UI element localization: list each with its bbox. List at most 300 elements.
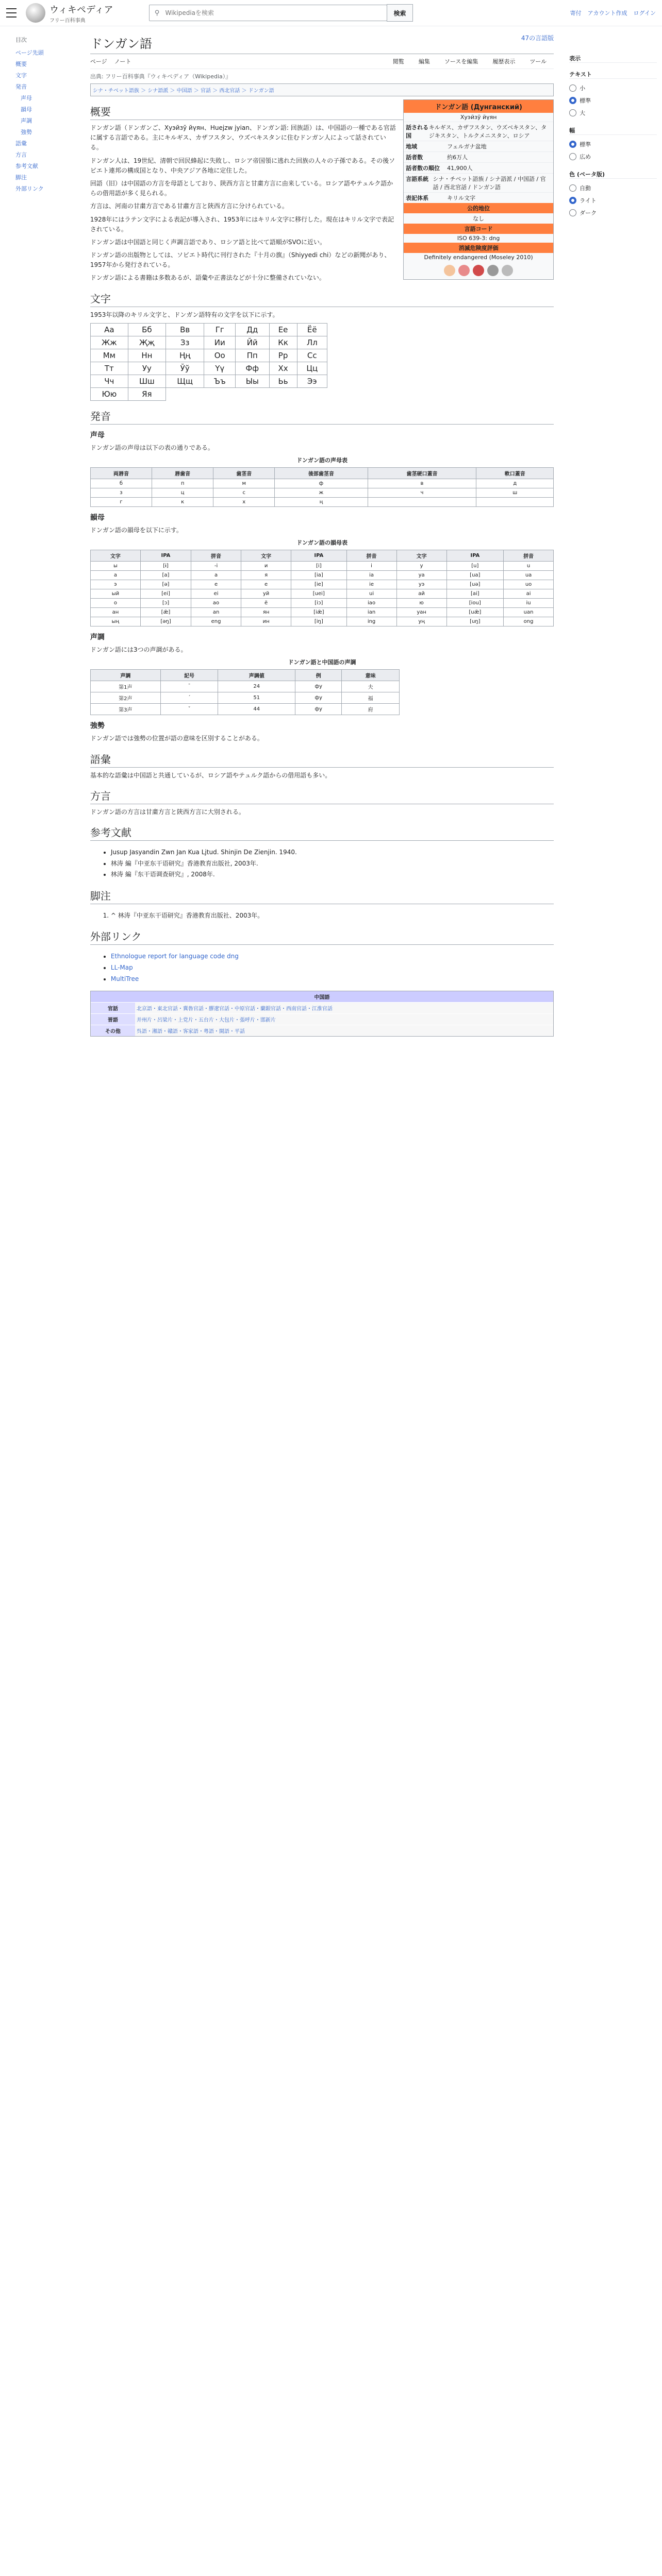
radio-icon xyxy=(569,97,576,104)
toc-item[interactable]: ページ先頭 xyxy=(15,49,44,56)
width-heading: 幅 xyxy=(569,126,657,135)
table-row xyxy=(90,704,399,715)
navbox-group[interactable]: 官話 xyxy=(91,1003,135,1013)
table-cell: [ɨ] xyxy=(140,562,191,571)
appearance-sidebar xyxy=(564,26,662,1037)
alphabet-letter: Юю xyxy=(90,387,128,400)
infobox-value: 約6万人 xyxy=(447,154,468,161)
text-size-small[interactable] xyxy=(569,82,657,94)
option-label: ダーク xyxy=(580,210,597,216)
paragraph: ドンガン語の声母は以下の表の通りである。 xyxy=(90,444,214,451)
table-cell: [uŋ] xyxy=(446,617,503,626)
section-overview: 概要 xyxy=(90,104,554,120)
table-cell: уа xyxy=(396,571,446,580)
initials-table xyxy=(90,467,554,507)
column-header: 記号 xyxy=(160,670,218,681)
logo-subtitle: フリー百科事典 xyxy=(49,18,86,24)
table-cell: uan xyxy=(503,608,553,617)
table-cell: iao xyxy=(346,599,396,608)
column-header: 歯茎音 xyxy=(213,468,275,479)
table-cell: фу xyxy=(295,692,342,704)
table-cell: 府 xyxy=(342,704,400,715)
table-cell: [i] xyxy=(291,562,346,571)
table-row xyxy=(90,599,553,608)
note-item: 1. ^ 林涛『中亚东干语研究』香港教育出版社、2003年。 xyxy=(111,910,554,922)
alphabet-letter: Фф xyxy=(235,362,269,375)
paragraph: ドンガン語の韻母を以下に示す。 xyxy=(90,527,183,534)
tab-history[interactable]: 履歴表示 xyxy=(492,58,516,65)
table-cell: ie xyxy=(346,580,396,589)
search-input[interactable] xyxy=(164,9,387,17)
alphabet-letter: Үү xyxy=(204,362,236,375)
table-cell: [ie] xyxy=(291,580,346,589)
donate-link[interactable]: 寄付 xyxy=(570,10,582,16)
navbox xyxy=(90,991,554,1037)
infobox-value[interactable]: キルギス、カザフスタン、ウズベキスタン、タジキスタン、トルクメニスタン、ロシア xyxy=(428,124,547,139)
infobox-key: 話者数の順位 xyxy=(406,165,440,172)
table-cell: eng xyxy=(191,617,241,626)
table-row xyxy=(90,589,553,599)
table-cell: uo xyxy=(503,580,553,589)
column-header: 例 xyxy=(295,670,342,681)
alphabet-row xyxy=(90,336,327,349)
table-cell: уй xyxy=(241,589,291,599)
alphabet-letter: Ёё xyxy=(297,323,327,336)
table-cell: а xyxy=(90,571,140,580)
table-cell: ң xyxy=(275,498,368,507)
option-label: 広め xyxy=(580,154,591,160)
alphabet-row xyxy=(90,375,327,387)
language-button[interactable]: 47の言語版 xyxy=(521,35,554,42)
table-cell: ю xyxy=(396,599,446,608)
external-link[interactable]: MultiTree xyxy=(110,975,139,982)
section-finals: 韻母 xyxy=(90,514,105,522)
paragraph: ドンガン語には3つの声調がある。 xyxy=(90,646,187,654)
section-dialects: 方言 xyxy=(90,788,554,804)
table-cell: ц xyxy=(152,488,213,498)
radio-icon xyxy=(569,141,576,148)
section-references: 参考文献 xyxy=(90,824,554,841)
toc-item[interactable]: 韻母 xyxy=(21,106,32,113)
table-cell: [iæ̃] xyxy=(291,608,346,617)
table-cell: уан xyxy=(396,608,446,617)
table-cell: u xyxy=(503,562,553,571)
table-cell: ua xyxy=(503,571,553,580)
paragraph: ドンガン語による書籍は多数あるが、語彙や正書法などが十分に整備されていない。 xyxy=(90,274,325,282)
tab-talk[interactable]: ノート xyxy=(114,58,131,65)
paragraph: ドンガン人は、19世紀、清朝で回民蜂起に失敗し、ロシア帝国領に逃れた回族の人々の子孫である。その後ソビエト連邦の構成国となり、中央アジア各地に定住した。 xyxy=(90,157,395,174)
alphabet-letter: Щщ xyxy=(166,375,204,387)
tab-tools[interactable]: ツール xyxy=(529,58,547,65)
column-header: 拼音 xyxy=(503,550,553,562)
external-link[interactable]: Ethnologue report for language code dng xyxy=(110,953,239,960)
table-cell: 福 xyxy=(342,692,400,704)
paragraph: 方言は、河南の甘粛方言である甘肅方言と陝西方言に分けられている。 xyxy=(90,202,288,210)
infobox-section: 言語コード xyxy=(404,224,553,234)
table-cell: [æ̃] xyxy=(140,608,191,617)
paragraph: 1928年にはラテン文字による表記が導入され、1953年にはキリル文字に移行した。現在はキリル文字で表記されている。 xyxy=(90,215,394,233)
color-light[interactable] xyxy=(569,194,657,207)
table-cell: о xyxy=(90,599,140,608)
alphabet-letter: Ыы xyxy=(235,375,269,387)
table-caption: ドンガン語の韻母表 xyxy=(296,539,348,547)
radio-icon xyxy=(569,153,576,160)
table-cell: я xyxy=(241,571,291,580)
width-standard[interactable] xyxy=(569,138,657,150)
table-cell: 44 xyxy=(218,704,295,715)
table-cell: ы xyxy=(90,562,140,571)
table-cell: 夫 xyxy=(342,681,400,692)
article-content xyxy=(90,26,564,1037)
alphabet-letter: Чч xyxy=(90,375,128,387)
alphabet-letter: Ңң xyxy=(166,349,204,362)
table-cell: фу xyxy=(295,681,342,692)
column-header: 拼音 xyxy=(346,550,396,562)
toc-item[interactable]: 発音 xyxy=(15,83,27,90)
column-header: 意味 xyxy=(342,670,400,681)
radio-icon xyxy=(569,109,576,116)
alphabet-letter: Лл xyxy=(297,336,327,349)
alphabet-letter: Сс xyxy=(297,349,327,362)
alphabet-letter: Вв xyxy=(166,323,204,336)
table-cell: -i xyxy=(191,562,241,571)
table-cell: м xyxy=(213,479,275,488)
section-vocabulary: 語彙 xyxy=(90,751,554,768)
alphabet-row xyxy=(90,323,327,336)
infobox-title: ドンガン語 (Дунганский) xyxy=(404,100,553,113)
table-row xyxy=(90,681,399,692)
alphabet-letter: Нн xyxy=(128,349,166,362)
alphabet-letter: Гг xyxy=(204,323,236,336)
text-size-heading: テキスト xyxy=(569,70,657,79)
table-cell: с xyxy=(213,488,275,498)
table-cell: ian xyxy=(346,608,396,617)
width-wide[interactable] xyxy=(569,150,657,163)
toc-item[interactable]: 脚注 xyxy=(15,174,27,181)
color-auto[interactable] xyxy=(569,182,657,194)
column-header: 声調値 xyxy=(218,670,295,681)
alphabet-letter: Ьь xyxy=(269,375,297,387)
table-cell: e xyxy=(191,580,241,589)
tab-edit-source[interactable]: ソースを編集 xyxy=(444,58,478,65)
section-stress: 強勢 xyxy=(90,722,105,731)
finals-table xyxy=(90,550,554,626)
infobox-official: なし xyxy=(473,215,485,222)
create-account-link[interactable]: アカウント作成 xyxy=(587,10,627,16)
table-cell: и xyxy=(241,562,291,571)
table-cell: ¯ xyxy=(160,681,218,692)
table-cell: фу xyxy=(295,704,342,715)
infobox-iso[interactable]: ISO 639-3: dng xyxy=(457,235,500,242)
toc-item[interactable]: 声母 xyxy=(21,95,32,101)
endangerment-swatch xyxy=(473,265,484,276)
toc-item[interactable]: 語彙 xyxy=(15,140,27,147)
table-cell: [iou] xyxy=(446,599,503,608)
paragraph: ドンガン語（ドンガンご、Хуэйзў йүян、Huejzw jyian、ドンガン語: 回族語）は、中国語の一種である官話に属する言語である。主にキルギス、カザフスタン、ウズベキスタンに住むドンガン人によって話されている。 xyxy=(90,124,396,151)
table-cell: [ei] xyxy=(140,589,191,599)
logo-title: ウィキペディア xyxy=(49,4,113,15)
table-cell: 第3声 xyxy=(90,704,160,715)
infobox-key: 言語系統 xyxy=(406,176,429,182)
infobox-value: 41,900人 xyxy=(447,165,473,172)
table-cell: ян xyxy=(241,608,291,617)
alphabet-letter: Ээ xyxy=(297,375,327,387)
alphabet-letter: Цц xyxy=(297,362,327,375)
column-header: 拼音 xyxy=(191,550,241,562)
table-cell: [ua] xyxy=(446,571,503,580)
navbox-list[interactable]: 并州片・呂梁片・上党片・五台片・大包片・張呼片・邯新片 xyxy=(135,1014,553,1025)
table-cell: уң xyxy=(396,617,446,626)
table-cell: ao xyxy=(191,599,241,608)
table-cell: i xyxy=(346,562,396,571)
alphabet-row xyxy=(90,349,327,362)
column-header: 軟口蓋音 xyxy=(476,468,554,479)
infobox-section: 公的地位 xyxy=(404,203,553,213)
tab-read[interactable]: 閲覧 xyxy=(392,58,404,65)
section-initials: 声母 xyxy=(90,431,105,439)
column-header: IPA xyxy=(446,550,503,562)
alphabet-letter: Кк xyxy=(269,336,297,349)
table-cell: ш xyxy=(476,488,554,498)
radio-icon xyxy=(569,197,576,204)
table-cell: к xyxy=(152,498,213,507)
section-letters: 文字 xyxy=(90,291,554,307)
column-header: 文字 xyxy=(396,550,446,562)
alphabet-table xyxy=(90,323,327,401)
table-cell: уэ xyxy=(396,580,446,589)
table-cell: ong xyxy=(503,617,553,626)
navbox-list[interactable]: 呉語・湘語・贛語・客家語・粤語・閩語・平話 xyxy=(135,1025,553,1036)
alphabet-letter: Бб xyxy=(128,323,166,336)
table-row xyxy=(90,692,399,704)
wikipedia-logo[interactable] xyxy=(26,3,45,23)
notes-list xyxy=(90,910,554,922)
alphabet-letter: Жж xyxy=(90,336,128,349)
column-header: 後部歯茎音 xyxy=(275,468,368,479)
table-row xyxy=(90,608,553,617)
table-cell: ый xyxy=(90,589,140,599)
infobox-value[interactable]: フェルガナ盆地 xyxy=(447,143,487,150)
table-cell: б xyxy=(90,479,152,488)
navbox-group[interactable]: 晋語 xyxy=(91,1014,135,1025)
table-cell: ч xyxy=(368,488,476,498)
infobox-endangered: Definitely endangered (Moseley 2010) xyxy=(424,254,533,261)
table-cell: ин xyxy=(241,617,291,626)
option-label: 標準 xyxy=(580,97,591,104)
alphabet-letter: Уу xyxy=(128,362,166,375)
infobox-key: 話者数 xyxy=(406,154,423,161)
paragraph: 基本的な語彙は中国語と共通しているが、ロシア語やテュルク語からの借用語も多い。 xyxy=(90,771,332,779)
table-cell: a xyxy=(191,571,241,580)
section-external-links: 外部リンク xyxy=(90,928,554,945)
paragraph: ドンガン語では強勢の位置が語の意味を区別することがある。 xyxy=(90,735,263,742)
table-cell: х xyxy=(213,498,275,507)
alphabet-row xyxy=(90,362,327,375)
alphabet-letter: Хх xyxy=(269,362,297,375)
paragraph: ドンガン語の方言は甘粛方言と陝西方言に大別される。 xyxy=(90,808,245,816)
table-cell: [ɔ] xyxy=(140,599,191,608)
infobox-key: 地域 xyxy=(406,143,418,150)
alphabet-letter: Ее xyxy=(269,323,297,336)
table-cell: 第2声 xyxy=(90,692,160,704)
toc-item[interactable]: 参考文献 xyxy=(15,163,38,170)
text-size-large[interactable] xyxy=(569,107,657,119)
alphabet-letter: Шш xyxy=(128,375,166,387)
menu-icon[interactable] xyxy=(6,8,16,18)
endangerment-swatch xyxy=(444,265,455,276)
alphabet-letter: Аа xyxy=(90,323,128,336)
alphabet-letter: Тт xyxy=(90,362,128,375)
infobox-section: 消滅危険度評価 xyxy=(404,243,553,253)
table-cell: э xyxy=(90,580,140,589)
appearance-heading: 表示 xyxy=(569,54,657,63)
endangerment-swatch xyxy=(458,265,470,276)
toc-item[interactable]: 外部リンク xyxy=(15,185,44,192)
toc-item[interactable]: 声調 xyxy=(21,117,32,124)
endangerment-swatch xyxy=(487,265,499,276)
user-links xyxy=(570,9,656,17)
table-cell: ˊ xyxy=(160,692,218,704)
external-link[interactable]: LL-Map xyxy=(110,963,133,971)
table-cell: 24 xyxy=(218,681,295,692)
toc-sidebar xyxy=(0,26,90,1037)
search-button[interactable]: 検索 xyxy=(387,4,412,22)
table-cell: ai xyxy=(503,589,553,599)
alphabet-letter: Зз xyxy=(166,336,204,349)
radio-icon xyxy=(569,209,576,216)
section-pronunciation: 発音 xyxy=(90,408,554,425)
table-cell: 51 xyxy=(218,692,295,704)
option-label: ライト xyxy=(580,197,597,204)
table-cell: [uə] xyxy=(446,580,503,589)
alphabet-row xyxy=(90,387,327,400)
table-row xyxy=(90,617,553,626)
infobox-value[interactable]: キリル文字 xyxy=(447,195,476,201)
table-row xyxy=(90,498,553,507)
table-cell: у xyxy=(396,562,446,571)
navbox-list[interactable]: 北京語・東北官話・冀魯官話・膠遼官話・中原官話・蘭銀官話・西南官話・江淮官話 xyxy=(135,1003,553,1013)
table-cell: г xyxy=(90,498,152,507)
table-cell: ай xyxy=(396,589,446,599)
table-cell: ing xyxy=(346,617,396,626)
column-header: IPA xyxy=(140,550,191,562)
table-cell xyxy=(368,498,476,507)
reference-list xyxy=(90,847,554,880)
endangerment-swatches xyxy=(404,262,553,279)
column-header: 文字 xyxy=(90,550,140,562)
classification-box[interactable]: シナ・チベット語族 ＞ シナ語派 ＞ 中国語 ＞ 官話 ＞ 西北官話 ＞ ドンガン語 xyxy=(90,83,554,96)
navbox-title[interactable]: 中国語 xyxy=(91,991,553,1002)
table-cell: [uei] xyxy=(291,589,346,599)
alphabet-letter: Ўў xyxy=(166,362,204,375)
paragraph: 1953年以降のキリル文字と、ドンガン語特有の文字を以下に示す。 xyxy=(90,311,279,318)
table-cell: [a] xyxy=(140,571,191,580)
table-cell: ˇ xyxy=(160,704,218,715)
table-cell: ан xyxy=(90,608,140,617)
color-heading: 色 (ベータ版) xyxy=(569,170,657,179)
section-tones: 声調 xyxy=(90,633,105,642)
toc-item[interactable]: 概要 xyxy=(15,61,27,67)
text-size-standard[interactable] xyxy=(569,94,657,107)
toc-item[interactable]: 文字 xyxy=(15,72,27,79)
tab-edit[interactable]: 編集 xyxy=(418,58,430,65)
table-row xyxy=(90,571,553,580)
wikipedia-wordmark[interactable] xyxy=(49,3,113,24)
radio-icon xyxy=(569,184,576,192)
table-row xyxy=(90,488,553,498)
page-title-row xyxy=(90,31,554,54)
infobox-subtitle: Хуэйзў йүян xyxy=(460,114,497,121)
table-cell: [ia] xyxy=(291,571,346,580)
table-cell: [əŋ] xyxy=(140,617,191,626)
column-header: 声調 xyxy=(90,670,160,681)
navbox-group[interactable]: その他 xyxy=(91,1025,135,1036)
alphabet-letter: Яя xyxy=(128,387,166,400)
alphabet-letter: Дд xyxy=(235,323,269,336)
table-cell: [u] xyxy=(446,562,503,571)
alphabet-letter: Рр xyxy=(269,349,297,362)
color-dark[interactable] xyxy=(569,207,657,219)
table-cell xyxy=(476,498,554,507)
from-line: 出典: フリー百科事典『ウィキペディア（Wikipedia）』 xyxy=(90,73,231,80)
table-cell: ei xyxy=(191,589,241,599)
page-tabs xyxy=(90,54,554,69)
infobox-key: 話される国 xyxy=(406,124,429,139)
option-label: 標準 xyxy=(580,141,591,148)
table-row xyxy=(90,562,553,571)
alphabet-letter: Йй xyxy=(235,336,269,349)
table-cell: д xyxy=(476,479,554,488)
table-cell: ж xyxy=(275,488,368,498)
table-cell: п xyxy=(152,479,213,488)
infobox xyxy=(403,99,554,280)
alphabet-letter: Пп xyxy=(235,349,269,362)
toc-item[interactable]: 強勢 xyxy=(21,129,32,135)
table-cell: ф xyxy=(275,479,368,488)
table-caption: ドンガン語と中国語の声調 xyxy=(288,659,356,666)
login-link[interactable]: ログイン xyxy=(633,10,656,16)
table-cell: [iɔ] xyxy=(291,599,346,608)
tab-page[interactable]: ページ xyxy=(90,58,107,65)
column-header: 文字 xyxy=(241,550,291,562)
paragraph: ドンガン語は中国語と同じく声調言語であり、ロシア語と比べて語順がSVOに近い。 xyxy=(90,238,326,246)
reference-item: • Jusup Jasyandin Zwn Jan Kua Ljtud. Shinjin De Zienjin. 1940. xyxy=(111,847,554,858)
table-cell: ui xyxy=(346,589,396,599)
table-cell: з xyxy=(90,488,152,498)
table-cell: [iŋ] xyxy=(291,617,346,626)
toc-heading: 目次 xyxy=(15,37,27,43)
reference-item: • 林涛 編『东干语调查研究』, 2008年. xyxy=(111,869,554,880)
toc-item[interactable]: 方言 xyxy=(15,151,27,158)
table-cell: ё xyxy=(241,599,291,608)
table-row xyxy=(90,479,553,488)
radio-icon xyxy=(569,84,576,92)
table-cell: [uæ̃] xyxy=(446,608,503,617)
infobox-value[interactable]: シナ・チベット語族 / シナ語派 / 中国語 / 官話 / 西北官話 / ドンガン語 xyxy=(433,176,546,191)
option-label: 小 xyxy=(580,85,586,92)
alphabet-letter: Ии xyxy=(204,336,236,349)
table-cell: ia xyxy=(346,571,396,580)
page-title: ドンガン語 xyxy=(90,37,152,51)
column-header: IPA xyxy=(291,550,346,562)
option-label: 自動 xyxy=(580,185,591,192)
column-header: 唇歯音 xyxy=(152,468,213,479)
table-cell: an xyxy=(191,608,241,617)
table-cell: е xyxy=(241,580,291,589)
external-links-list xyxy=(90,951,554,985)
tones-table xyxy=(90,669,400,715)
alphabet-letter: Оо xyxy=(204,349,236,362)
